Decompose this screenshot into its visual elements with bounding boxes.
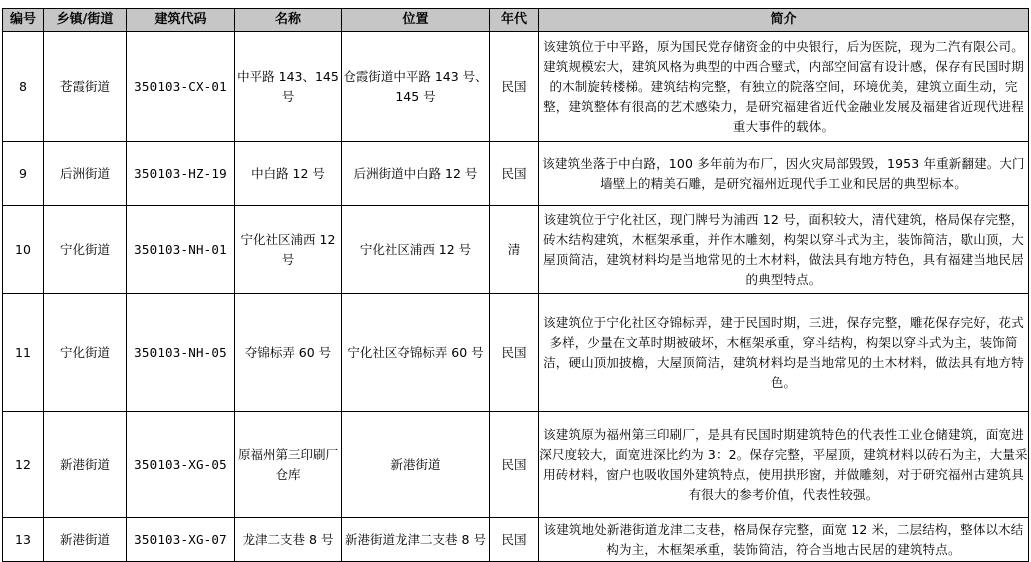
table-header-row <box>3 9 1029 32</box>
cell-no: 13 <box>3 518 44 562</box>
cell-no: 8 <box>3 32 44 142</box>
header-no: 编号 <box>3 9 44 32</box>
cell-code: 350103-XG-05 <box>127 412 235 518</box>
cell-intro: 该建筑位于宁化社区，现门牌号为浦西 12 号，面积较大，清代建筑，格局保存完整，砖木结构建筑，木框架承重，并作木雕刻，构架以穿斗式为主，装饰简洁，歇山顶，大屋顶简洁，建筑材料均是当地常见的土木材料，做法具有地方特色，具有福建当地民居的典型特点。 <box>539 206 1029 294</box>
cell-intro: 该建筑位于宁化社区夺锦标弄，建于民国时期，三进，保存完整，雕花保存完好，花式多样，少量在文革时期被破坏，木框架承重，穿斗结构，构架以穿斗式为主，装饰简洁，硬山顶加披檐，大屋顶简洁，建筑材料均是当地常见的土木材料，做法具有地方特色。 <box>539 294 1029 412</box>
cell-intro: 该建筑原为福州第三印刷厂，是具有民国时期建筑特色的代表性工业仓储建筑，面宽进深尺度较大，面宽进深比约为 3：2。保存完整，平屋顶，建筑材料以砖石为主，大量采用砖材料，窗户也吸收国外建筑特点，使用拱形窗，并做雕刻，对于研究福州古建筑具有很大的参考价值，代表性较强。 <box>539 412 1029 518</box>
cell-street: 苍霞街道 <box>44 32 127 142</box>
header-code: 建筑代码 <box>127 9 235 32</box>
cell-era: 民国 <box>490 412 539 518</box>
cell-name: 中白路 12 号 <box>235 142 342 206</box>
cell-street: 新港街道 <box>44 518 127 562</box>
cell-intro: 该建筑地处新港街道龙津二支巷，格局保存完整，面宽 12 米，二层结构，整体以木结构为主，木框架承重，装饰简洁，符合当地古民居的建筑特点。 <box>539 518 1029 562</box>
cell-era: 民国 <box>490 294 539 412</box>
cell-name: 中平路 143、145 号 <box>235 32 342 142</box>
cell-street: 宁化街道 <box>44 294 127 412</box>
cell-street: 后洲街道 <box>44 142 127 206</box>
cell-location: 新港街道龙津二支巷 8 号 <box>342 518 490 562</box>
table-row <box>3 206 1029 294</box>
heritage-building-table <box>2 8 1029 562</box>
header-intro: 简介 <box>539 9 1029 32</box>
cell-code: 350103-NH-05 <box>127 294 235 412</box>
cell-name: 夺锦标弄 60 号 <box>235 294 342 412</box>
cell-era: 民国 <box>490 32 539 142</box>
header-name: 名称 <box>235 9 342 32</box>
cell-no: 11 <box>3 294 44 412</box>
cell-no: 10 <box>3 206 44 294</box>
header-street: 乡镇/街道 <box>44 9 127 32</box>
cell-location: 后洲街道中白路 12 号 <box>342 142 490 206</box>
cell-code: 350103-HZ-19 <box>127 142 235 206</box>
cell-no: 12 <box>3 412 44 518</box>
cell-location: 宁化社区夺锦标弄 60 号 <box>342 294 490 412</box>
cell-code: 350103-CX-01 <box>127 32 235 142</box>
cell-code: 350103-XG-07 <box>127 518 235 562</box>
cell-location: 仓霞街道中平路 143 号、145 号 <box>342 32 490 142</box>
cell-street: 新港街道 <box>44 412 127 518</box>
cell-no: 9 <box>3 142 44 206</box>
table-row <box>3 412 1029 518</box>
table-row <box>3 32 1029 142</box>
cell-name: 龙津二支巷 8 号 <box>235 518 342 562</box>
cell-era: 民国 <box>490 518 539 562</box>
header-era: 年代 <box>490 9 539 32</box>
table-row <box>3 518 1029 562</box>
cell-era: 民国 <box>490 142 539 206</box>
header-location: 位置 <box>342 9 490 32</box>
table-row <box>3 294 1029 412</box>
cell-code: 350103-NH-01 <box>127 206 235 294</box>
cell-location: 宁化社区浦西 12 号 <box>342 206 490 294</box>
cell-location: 新港街道 <box>342 412 490 518</box>
table-row <box>3 142 1029 206</box>
cell-street: 宁化街道 <box>44 206 127 294</box>
cell-era: 清 <box>490 206 539 294</box>
cell-name: 宁化社区浦西 12 号 <box>235 206 342 294</box>
cell-name: 原福州第三印刷厂仓库 <box>235 412 342 518</box>
cell-intro: 该建筑坐落于中白路，100 多年前为布厂，因火灾局部毁毁，1953 年重新翻建。大门墙壁上的精美石雕，是研究福州近现代手工业和民居的典型标本。 <box>539 142 1029 206</box>
cell-intro: 该建筑位于中平路，原为国民党存储资金的中央银行，后为医院，现为二汽有限公司。建筑规模宏大，建筑风格为典型的中西合璧式，内部空间富有设计感，保存有民国时期的木制旋转楼梯。建筑结构完整，有独立的院落空间，环境优美，建筑立面生动，完整，建筑整体有很高的艺术感染力，是研究福建省近代金融业发展及福建省近现代进程重大事件的载体。 <box>539 32 1029 142</box>
